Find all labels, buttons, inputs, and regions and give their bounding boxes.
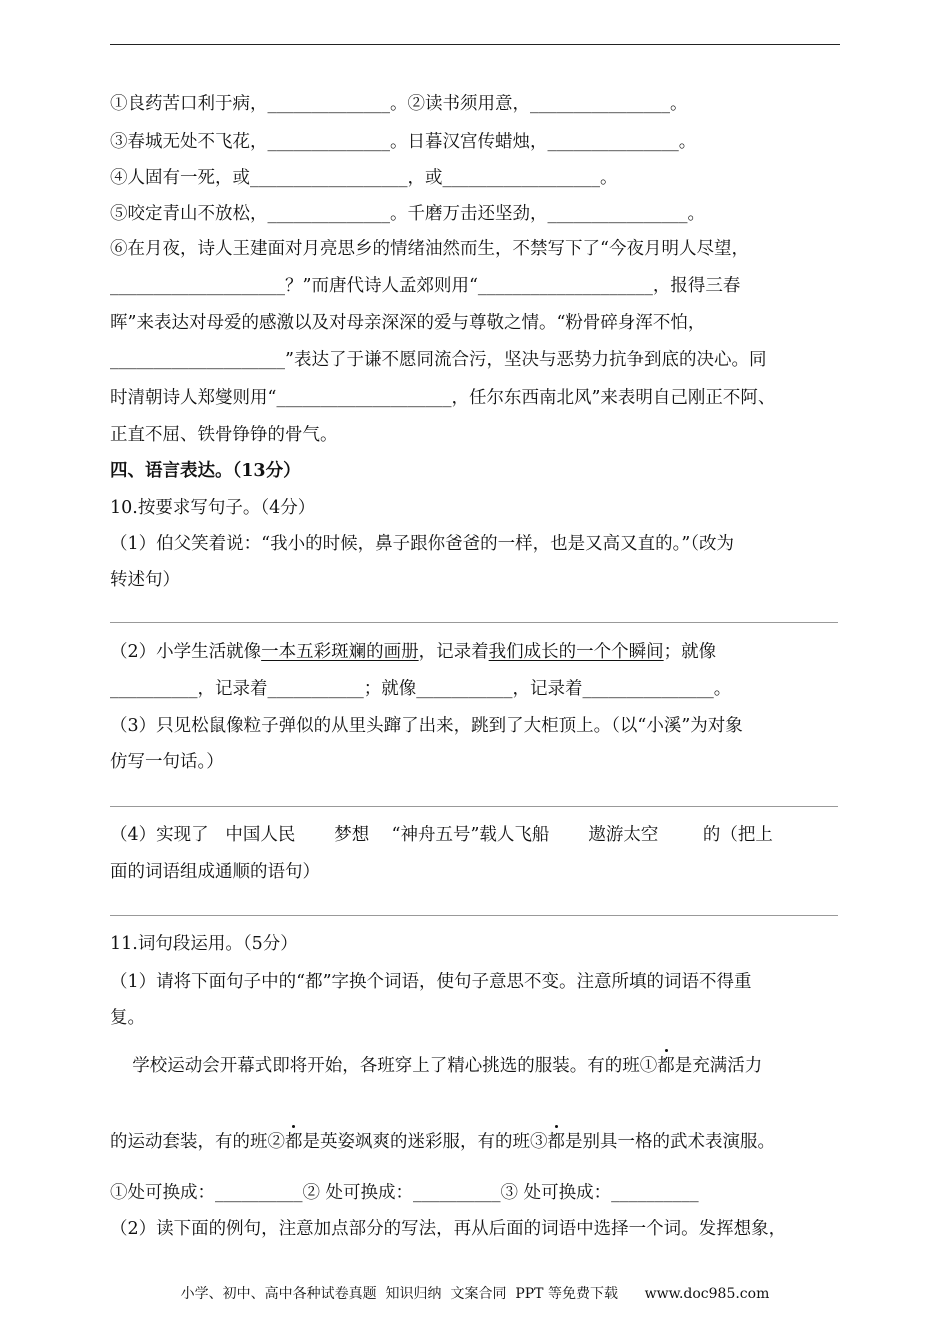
q10-part1-line1: （1）伯父笑着说：“我小的时候，鼻子跟你爸爸的一样，也是又高又直的。”（改为 [110,534,735,554]
dotted-char-3: 都 [547,1132,565,1152]
q10-part2-line2: __________，记录着___________；就像___________，记录着_______________。 [110,679,732,699]
blank-line-3: ④人固有一死，或__________________，或__________________。 [110,168,618,188]
q10-part3-line1: （3）只见松鼠像粒子弹似的从里头蹿了出来，跳到了大柜顶上。（以“小溪”为对象 [110,716,743,736]
blank-line-5: ⑥在月夜，诗人王建面对月亮思乡的情绪油然而生，不禁写下了“今夜月明人尽望， [110,239,749,259]
header-rule [110,44,840,45]
footer-text: 小学、初中、高中各种试卷真题 知识归纳 文案合同 PPT 等免费下载 www.doc985.com [180,1286,770,1302]
q11-replace-blanks: ①处可换成：__________② 处可换成：__________③ 处可换成：__________ [110,1183,699,1203]
blank-line-9: 时清朝诗人郑燮则用“____________________，任尔东西南北风”来表明自己刚正不阿、 [110,388,776,408]
q10-part4-line2: 面的词语组成通顺的语句） [110,862,320,882]
q10-part2-line1 [110,640,716,664]
passage2-pre: 的运动套装，有的班② [110,1132,285,1152]
q11-part1-line2: 复。 [110,1008,145,1028]
q10-part2-underline2: 我们成长的一个个瞬间 [488,642,664,662]
q11-part1-line1: （1）请将下面句子中的“都”字换个词语，使句子意思不变。注意所填的词语不得重 [110,972,752,992]
dotted-char-2: 都 [285,1132,303,1152]
answer-line-1[interactable] [110,622,838,623]
q10-title: 10.按要求写句子。（4分） [110,498,316,518]
blank-line-8: ____________________”表达了于谦不愿同流合污，坚决与恶势力抗争到底的决心。同 [110,350,767,370]
q10-part2-mid: ，记录着 [418,642,489,662]
blank-line-6: ____________________？”而唐代诗人孟郊则用“____________________，报得三春 [110,276,741,296]
blank-line-10: 正直不屈、铁骨铮铮的骨气。 [110,425,338,445]
passage2-mid: 是英姿飒爽的迷彩服，有的班③ [302,1132,548,1152]
passage2-post: 是别具一格的武术表演服。 [565,1132,775,1152]
answer-line-3[interactable] [110,915,838,916]
blank-line-7: 晖”来表达对母爱的感激以及对母亲深深的爱与尊敬之情。“粉骨碎身浑不怕， [110,313,706,333]
answer-line-2[interactable] [110,806,838,807]
blank-line-2: ③春城无处不飞花，______________。日暮汉宫传蜡烛，_______________。 [110,132,697,152]
q10-part2-post: ；就像 [663,642,717,662]
q10-part1-line2: 转述句） [110,570,180,590]
q11-title: 11.词句段运用。（5分） [110,934,298,954]
section-heading: 四、语言表达。（13分） [110,461,301,481]
q11-passage-line2 [110,1130,775,1154]
q10-part3-line2: 仿写一句话。） [110,752,224,772]
passage-pre: 学校运动会开幕式即将开始，各班穿上了精心挑选的服装。有的班① [110,1056,658,1076]
q11-passage-line1 [110,1054,762,1078]
q10-part4-line1: （4）实现了 中国人民 梦想 “神舟五号”载人飞船 遨游太空 的（把上 [110,825,773,845]
q11-part2-line1: （2）读下面的例句，注意加点部分的写法，再从后面的词语中选择一个词。发挥想象， [110,1219,787,1239]
q10-part2-pre: （2）小学生活就像 [110,642,262,662]
q10-part2-underline1: 一本五彩斑斓的画册 [261,642,419,662]
blank-line-4: ⑤咬定青山不放松，______________。千磨万击还坚劲，________________。 [110,204,705,224]
dotted-char-1: 都 [657,1056,675,1076]
passage-post: 是充满活力 [674,1056,763,1076]
blank-line-1: ①良药苦口利于病，______________。②读书须用意，________________。 [110,94,688,114]
